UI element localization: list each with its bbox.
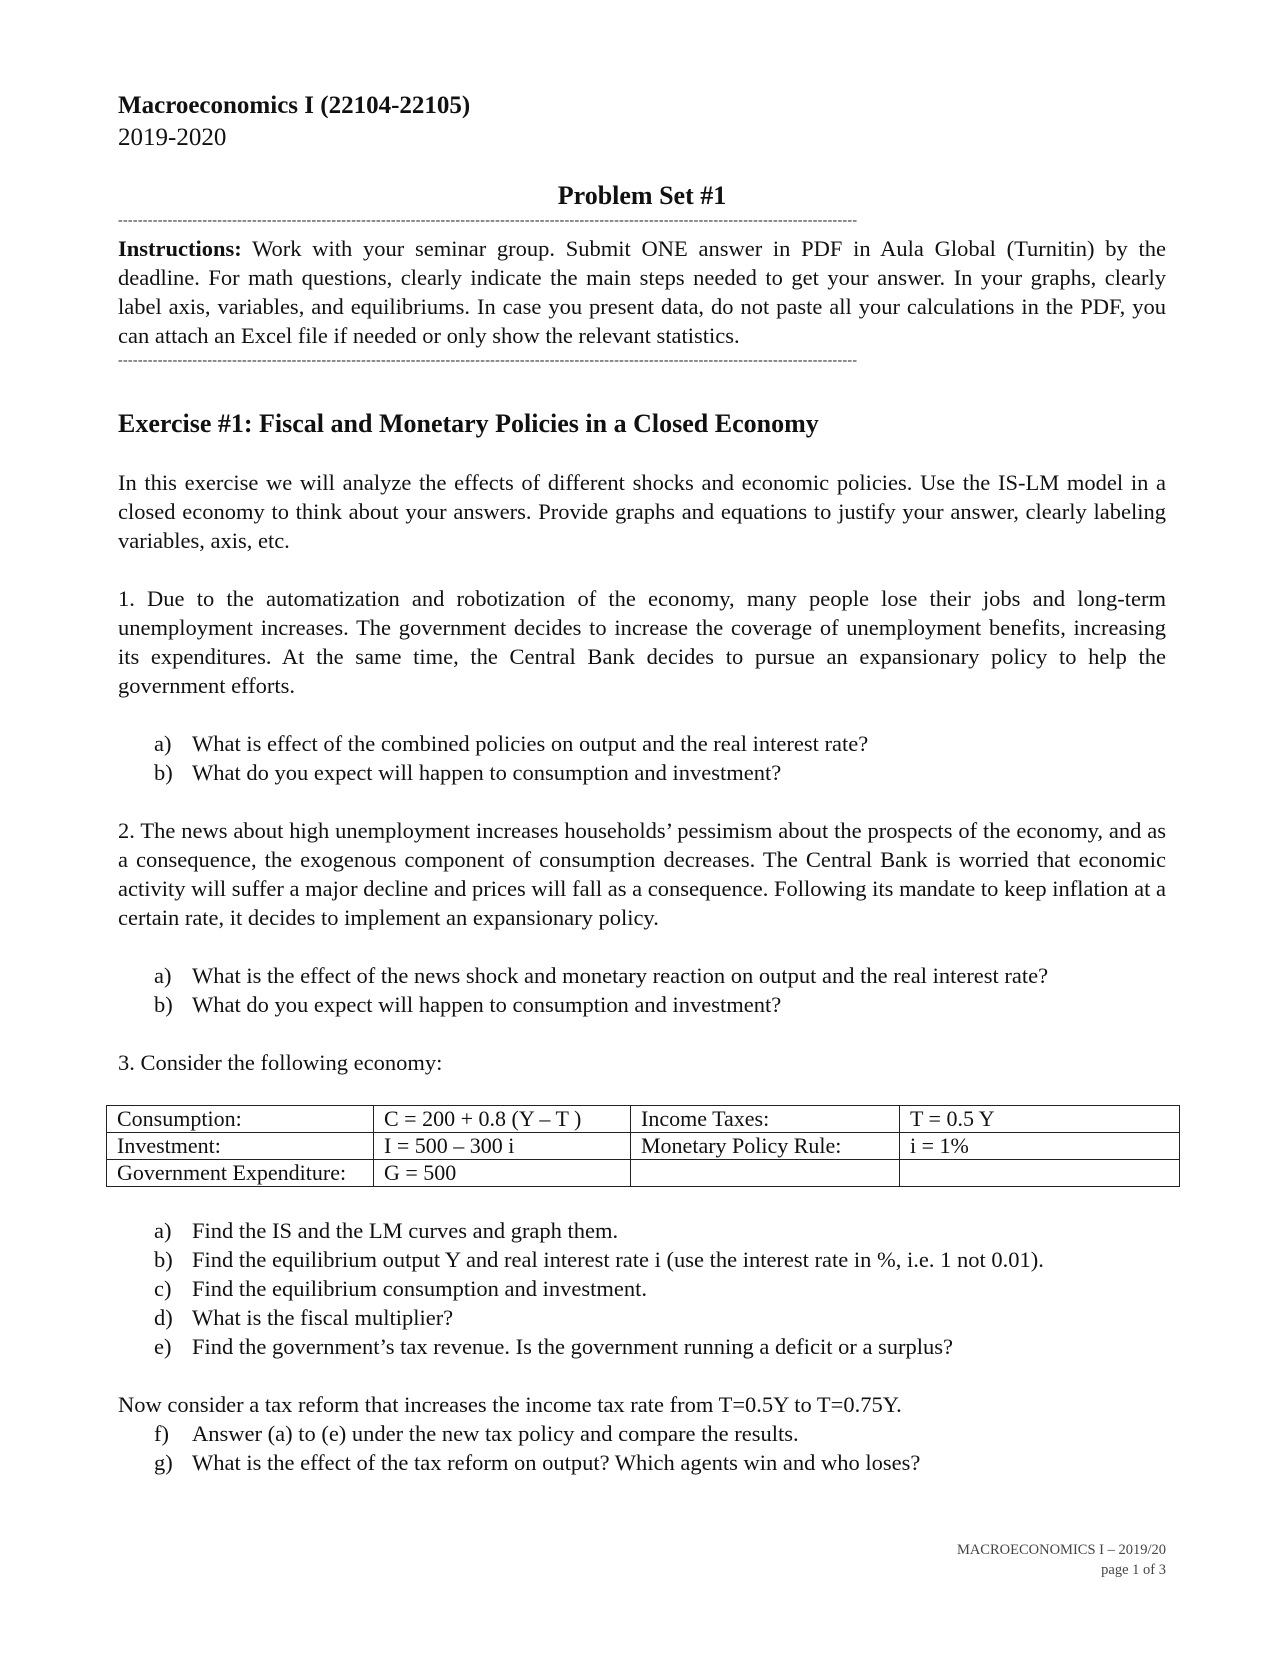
separator-bottom: ----------------------------------------------------------------------------------------------------------------------------------------------------- xyxy=(118,354,858,368)
list-item: a) What is the effect of the news shock and monetary reaction on output and the real interest rate? xyxy=(154,963,1049,988)
exercise-intro: In this exercise we will analyze the effects of different shocks and economic policies. Use the IS-LM model in a closed economy to think about your answers. Provide graphs and equations to justify your answer, clearly labeling variables, axis, etc. xyxy=(118,470,1166,553)
question-3-items xyxy=(118,1216,1166,1361)
question-2: 2. The news about high unemployment increases households’ pessimism about the prospects of the economy, and as a consequence, the exogenous component of consumption decreases. The Central Bank is worried that economic activity will suffer a major decline and prices will fall as a consequence. Following its mandate to keep inflation at a certain rate, it decides to implement an expansionary policy. xyxy=(118,818,1166,930)
course-title: Macroeconomics I (22104-22105) xyxy=(118,92,471,119)
separator-top: ----------------------------------------------------------------------------------------------------------------------------------------------------- xyxy=(118,214,858,228)
question-3: 3. Consider the following economy: xyxy=(118,1050,443,1075)
question-2-items xyxy=(118,961,1166,1019)
list-item: b) Find the equilibrium output Y and real interest rate i (use the interest rate in %, i.e. 1 not 0.01). xyxy=(154,1247,1044,1272)
economy-parameters-table xyxy=(106,1105,1180,1187)
footer-course: MACROECONOMICS I – 2019/20 xyxy=(956,1542,1166,1558)
academic-year: 2019-2020 xyxy=(118,124,227,151)
exercise-title: Exercise #1: Fiscal and Monetary Policies in a Closed Economy xyxy=(118,409,819,438)
list-item: c) Find the equilibrium consumption and investment. xyxy=(154,1276,647,1301)
table-row: Government Expenditure: G = 500 xyxy=(107,1160,1180,1187)
table-row: Consumption: C = 200 + 0.8 (Y – T ) Income Taxes: T = 0.5 Y xyxy=(107,1106,1180,1133)
list-item: b) What do you expect will happen to consumption and investment? xyxy=(154,992,782,1017)
problem-set-title: Problem Set #1 xyxy=(557,181,727,210)
table-row: Investment: I = 500 – 300 i Monetary Policy Rule: i = 1% xyxy=(107,1133,1180,1160)
document-page xyxy=(118,90,1166,1477)
list-item: d) What is the fiscal multiplier? xyxy=(154,1305,454,1330)
question-1: 1. Due to the automatization and robotization of the economy, many people lose their jobs and long-term unemployment increases. The government decides to increase the coverage of unemployment benefits, increasing its expenditures. At the same time, the Central Bank decides to pursue an expansionary policy to help the government efforts. xyxy=(118,586,1166,698)
instructions-text: Work with your seminar group. Submit ONE answer in PDF in Aula Global (Turnitin) by the deadline. For math questions, clearly indicate the main steps needed to get your answer. In your graphs, clearly label axis, variables, and equilibriums. In case you present data, do not paste all your calculations in the PDF, you can attach an Excel file if needed or only show the relevant statistics. xyxy=(118,236,1166,348)
page-number: page 1 of 3 xyxy=(1101,1562,1166,1578)
instructions xyxy=(118,234,1166,350)
question-1-items xyxy=(118,729,1166,787)
list-item: e) Find the government’s tax revenue. Is the government running a deficit or a surplus? xyxy=(154,1334,954,1359)
page-footer xyxy=(957,1540,1166,1580)
instructions-label: Instructions: xyxy=(118,236,242,261)
tax-reform-items xyxy=(118,1419,1166,1477)
list-item: g) What is the effect of the tax reform on output? Which agents win and who loses? xyxy=(154,1450,921,1475)
list-item: a) Find the IS and the LM curves and graph them. xyxy=(154,1218,619,1243)
list-item: f) Answer (a) to (e) under the new tax policy and compare the results. xyxy=(154,1421,799,1446)
tax-reform-text: Now consider a tax reform that increases the income tax rate from T=0.5Y to T=0.75Y. xyxy=(118,1392,902,1417)
list-item: b) What do you expect will happen to consumption and investment? xyxy=(154,760,782,785)
list-item: a) What is effect of the combined policies on output and the real interest rate? xyxy=(154,731,869,756)
